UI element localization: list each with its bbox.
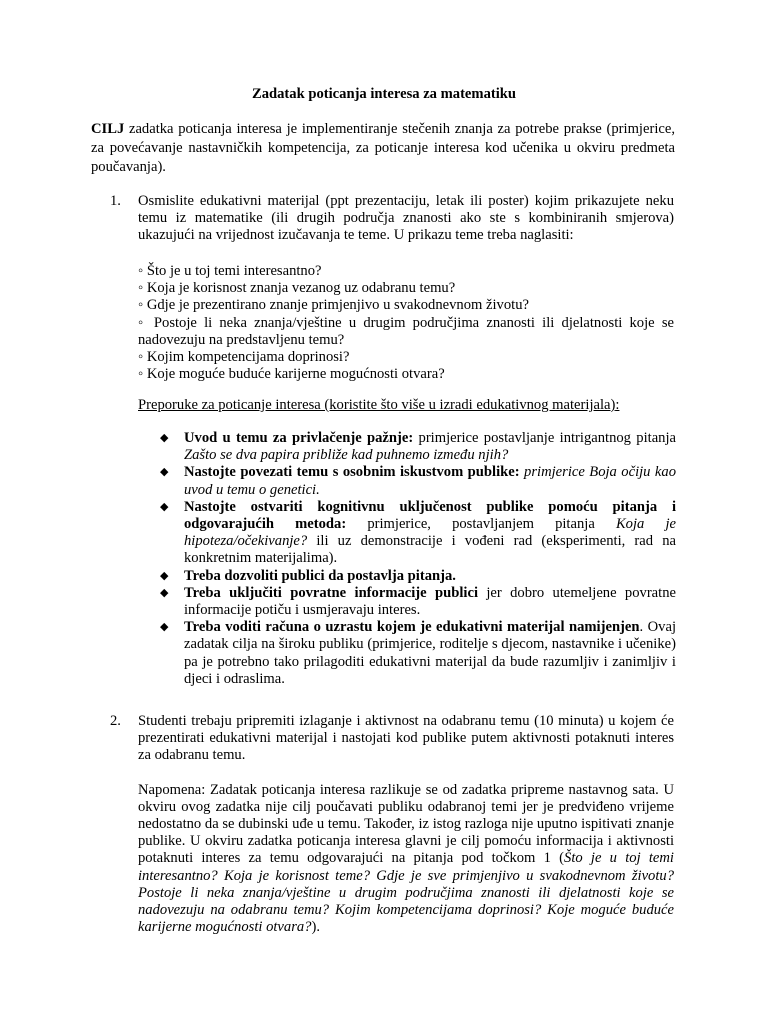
recommendation-plain: primjerice, postavljanjem pitanja [346,516,616,533]
page-title: Zadatak poticanja interesa za matematiku [251,86,517,102]
diamond-bullet-icon: ◆ [160,569,169,582]
note-paragraph [138,782,674,937]
recommendation-item [156,499,676,568]
recommendation-italic: Koja je hipoteza/očekivanje? [184,516,676,550]
recommendation-italic: primjerice Boja očiju kao uvod u temu o genetici. [184,464,676,498]
recommendation-bold: Uvod u temu za privlačenje pažnje: [184,430,414,446]
intro-text: zadatka poticanja interesa je implementiranje stečenih znanja za potrebe prakse (primjerice, za povećavanje nastavničkih kompetencija, za poticanje interesa kod učenika u okviru predmeta poučavanja). [91,121,675,175]
intro-lead: CILJ [91,121,125,137]
recommendations-heading-text: Preporuke za poticanje interesa (koristite što više u izradi edukativnog materijala) [138,397,616,413]
item-2-text: Studenti trebaju pripremiti izlaganje i aktivnost na odabranu temu (10 minuta) u kojem će prezentirati edukativni materijal i nastojati kod publike putem aktivnosti potaknuti interes za odabranu temu. [138,713,674,764]
note-questions: Što je u toj temi interesantno? Koja je korisnost teme? Gdje je sve primjenjivo u svakodnevnom životu? Postoje li neka znanja/vještine u drugim područjima znanosti ili djelatnosti koje se nadovezuju na odabranu temu? Kojim kompetencijama doprinosi? Koje moguće buduće karijerne mogućnosti otvara? [138,850,674,936]
recommendation-bold: Treba dozvoliti publici da postavlja pitanja. [184,567,456,584]
recommendation-italic: Zašto se dva papira približe kad puhnemo između njih? [184,447,509,464]
item-1-number: 1. [110,193,121,209]
recommendation-bold: Nastojte povezati temu s osobnim iskustvom publike: [184,464,520,481]
recommendation-plain: . Ovaj zadatak cilja na široku publiku (primjerice, roditelje s djecom, nastavnike i učenike) pa je potrebno tako prilagoditi edukativni materijal da bude razumljiv i zanimljiv i djeci i odraslima. [184,619,676,687]
intro-paragraph [91,120,675,177]
paragraph-gap [138,765,674,782]
recommendation-bold: Treba uključiti povratne informacije publici [184,584,478,601]
recommendation-list [156,430,676,688]
question-item: ◦ Postoje li neka znanja/vještine u drugim područjima znanosti ili djelatnosti koje se nadovezuju na predstavljenu temu? [138,314,674,348]
question-item: ◦ Kojim kompetencijama doprinosi? [138,349,350,366]
recommendation-plain: primjerice postavljanje intrigantnog pitanja [413,430,676,446]
recommendation-bold: Treba voditi računa o uzrastu kojem je edukativni materijal namijenjen [184,619,640,636]
item-1-text: Osmislite edukativni materijal (ppt prezentaciju, letak ili poster) kojim prikazujete neku temu iz matematike (ili drugih područja znanosti ako ste s kombiniranih smjerova) ukazujući na vrijednost izučavanja te teme. U prikazu teme treba naglasiti: [138,193,674,244]
diamond-bullet-icon: ◆ [160,500,169,513]
recommendation-tail: ili uz demonstracije i vođeni rad (eksperimenti, rad na konkretnim materijalima). [184,533,676,567]
question-item: ◦ Gdje je prezentirano znanje primjenjivo u svakodnevnom životu? [138,297,529,314]
diamond-bullet-icon: ◆ [160,586,169,599]
item-2-body [138,713,674,936]
question-item: ◦ Što je u toj temi interesantno? [138,263,322,279]
recommendations-heading [138,397,619,414]
question-item: ◦ Koja je korisnost znanja vezanog uz odabranu temu? [138,280,456,297]
recommendations-heading-colon: : [615,397,620,413]
diamond-bullet-icon: ◆ [160,432,169,444]
recommendation-item [156,568,676,585]
note-end: ). [311,919,320,936]
diamond-bullet-icon: ◆ [160,466,169,479]
recommendation-bold: Nastojte ostvariti kognitivnu uključenost publike pomoću pitanja i odgovarajućih metoda: [184,498,676,533]
recommendation-plain: jer dobro utemeljene povratne informacije potiču i usmjeravaju interes. [184,584,676,619]
note-text: Napomena: Zadatak poticanja interesa razlikuje se od zadatka pripreme nastavnog sata. U okviru ovog zadatka nije cilj poučavati publiku odabranoj temi jer je predviđeno vrijeme nedostatno da se dubinski uđe u temu. Također, iz istog razloga nije uputno ispitivati znanje publike. U okviru zadatka poticanja interesa glavni je cilj pomoću informacija i aktivnosti potaknuti interes za temu odgovarajući na pitanja pod točkom 1 ( [138,781,674,867]
diamond-bullet-icon: ◆ [160,621,169,634]
recommendation-item [156,585,676,619]
recommendation-item [156,619,676,688]
item-2-number: 2. [110,713,121,729]
recommendation-item [156,464,676,498]
question-item: ◦ Koje moguće buduće karijerne mogućnosti otvara? [138,366,445,383]
question-list [138,263,674,383]
recommendation-item [156,430,676,464]
